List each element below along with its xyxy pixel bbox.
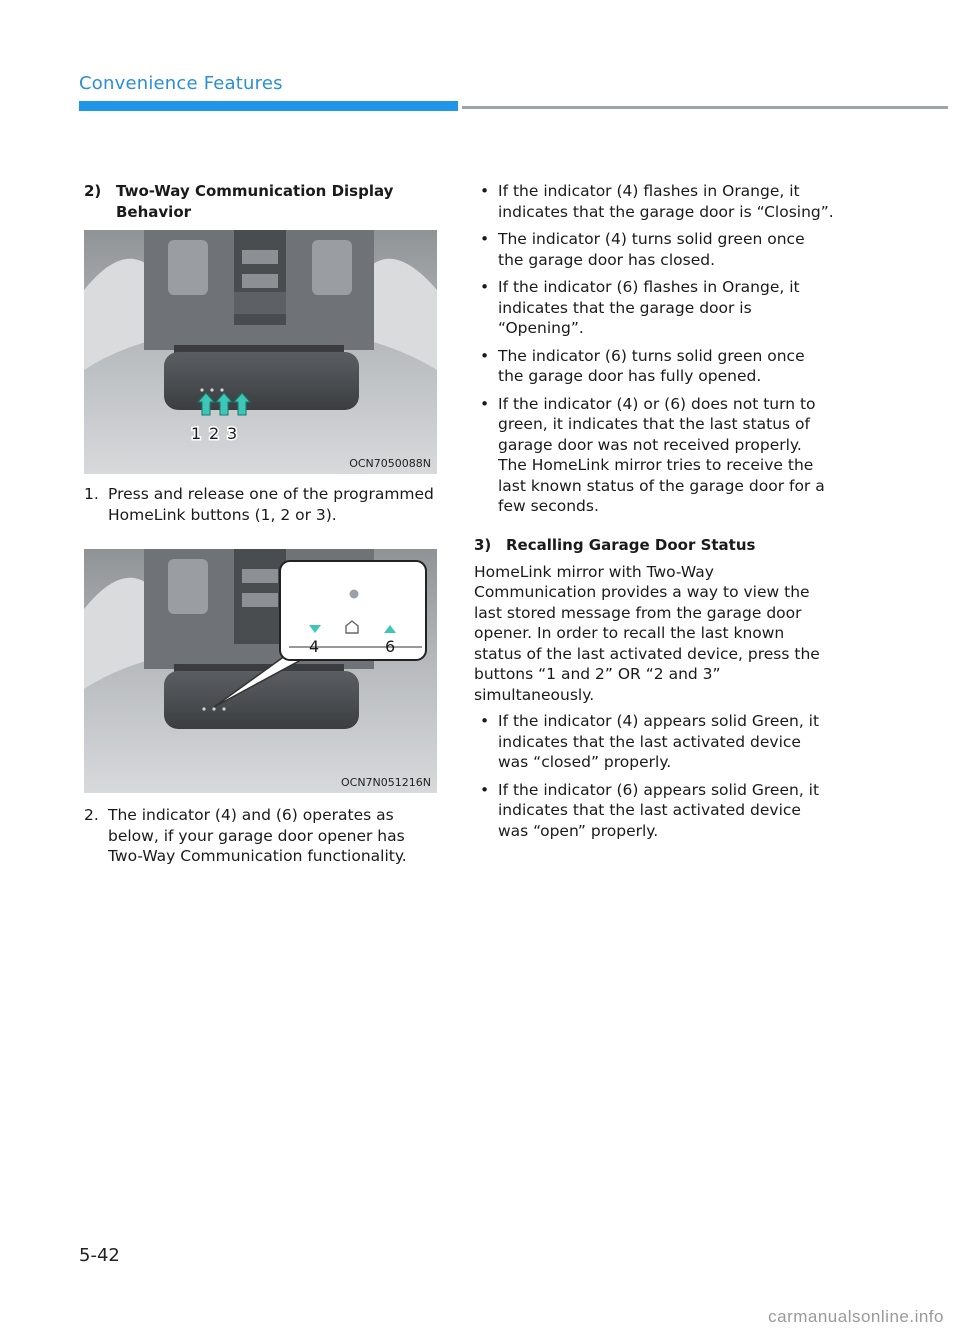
- section-title: Convenience Features: [79, 73, 283, 94]
- watermark: carmanualsonline.info: [768, 1307, 944, 1326]
- mirror-illustration: [84, 230, 437, 474]
- list-item: • The indicator (6) turns solid green once the garage door has fully opened.: [474, 346, 834, 387]
- indicator-label-6: 6: [385, 637, 396, 656]
- subheading-recalling-status: [474, 535, 834, 556]
- step-number: 2.: [84, 806, 99, 824]
- mirror-indicator-illustration: [84, 549, 437, 793]
- list-item: • If the indicator (6) flashes in Orange, it indicates that the garage door is “Opening”.: [474, 277, 834, 339]
- left-column: [84, 181, 438, 867]
- subheading-number: 2): [84, 182, 102, 200]
- right-column: [474, 181, 834, 848]
- figure1-caption: OCN7050088N: [349, 457, 431, 470]
- step-number: 1.: [84, 485, 99, 503]
- button-label-2: 2: [209, 424, 220, 443]
- recall-paragraph: HomeLink mirror with Two-Way Communication provides a way to view the last stored message from the garage door opener. In order to recall the last known status of the last activated device, press the buttons “1 and 2” OR “2 and 3” simultaneously.: [474, 562, 820, 704]
- list-item: • If the indicator (4) flashes in Orange, it indicates that the garage door is “Closing”.: [474, 181, 834, 222]
- button-label-1: 1: [191, 424, 202, 443]
- recall-bullet-list: [474, 711, 834, 841]
- subheading-text: Two-Way Communication Display Behavior: [116, 182, 394, 221]
- button-label-3: 3: [227, 424, 238, 443]
- figure-homelink-buttons: [84, 230, 437, 474]
- header-rule: [462, 106, 948, 109]
- list-item: • The indicator (4) turns solid green once the garage door has closed.: [474, 229, 834, 270]
- figure-indicators: [84, 549, 437, 793]
- list-item: • If the indicator (6) appears solid Green, it indicates that the last activated device was “open” properly.: [474, 780, 834, 842]
- subheading-number: 3): [474, 535, 492, 554]
- indicator-bullet-list: [474, 181, 834, 517]
- subheading-text: Recalling Garage Door Status: [506, 535, 756, 554]
- step-text: Press and release one of the programmed HomeLink buttons (1, 2 or 3).: [108, 485, 434, 524]
- list-item: • If the indicator (4) or (6) does not turn to green, it indicates that the last status of garage door was not received properly. The HomeLink mirror tries to receive the last known status of the garage door for a few seconds.: [474, 394, 834, 517]
- step-1: [84, 484, 438, 525]
- step-text: The indicator (4) and (6) operates as below, if your garage door opener has Two-Way Communication functionality.: [108, 806, 407, 865]
- step-2: [84, 805, 438, 867]
- figure2-caption: OCN7N051216N: [340, 776, 431, 789]
- indicator-label-4: 4: [309, 637, 320, 656]
- list-item: • If the indicator (4) appears solid Green, it indicates that the last activated device was “closed” properly.: [474, 711, 834, 773]
- header-accent-bar: [79, 101, 458, 111]
- page-number: 5-42: [79, 1245, 120, 1266]
- subheading-two-way-display: [84, 181, 438, 223]
